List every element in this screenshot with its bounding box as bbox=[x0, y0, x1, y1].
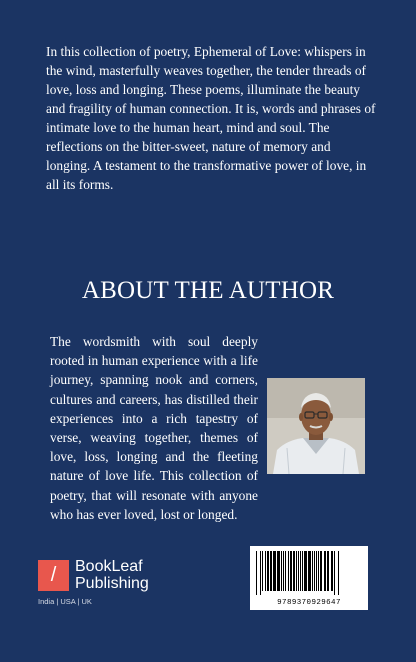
book-blurb: In this collection of poetry, Ephemeral of Love: whispers in the wind, masterfully weaves together, the tender threads of love, loss and longing. These poems, illuminate the beauty and fragility of human connection. It is, words and phrases of intimate love to the human heart, mind and soul. The reflections on the bitter-sweet, nature of memory and longing. A testament to the transformative power of love, in all its forms. bbox=[46, 44, 376, 192]
barcode-icon bbox=[254, 551, 364, 595]
author-bio: The wordsmith with soul deeply rooted in human experience with a life journey, spanning nook and corners, cultures and careers, has distilled their experiences into a rich tapestry of verse, weaving together, themes of love, loss, longing and the fleeting nature of love life. This collection of poetry, that will resonate with anyone who has ever loved, lost or longed. bbox=[50, 334, 258, 522]
isbn-number: 9789370929647 bbox=[277, 599, 341, 607]
isbn-barcode bbox=[250, 546, 368, 610]
publisher-name-line2: Publishing bbox=[75, 575, 149, 592]
publisher-regions: India | USA | UK bbox=[38, 597, 92, 606]
author-photo bbox=[267, 378, 365, 474]
publisher-logo bbox=[38, 558, 178, 592]
publisher-logo-mark: / bbox=[38, 560, 69, 591]
about-author-heading: ABOUT THE AUTHOR bbox=[81, 277, 335, 304]
author-portrait-icon bbox=[267, 378, 365, 474]
publisher-name-line1: BookLeaf bbox=[75, 558, 143, 575]
